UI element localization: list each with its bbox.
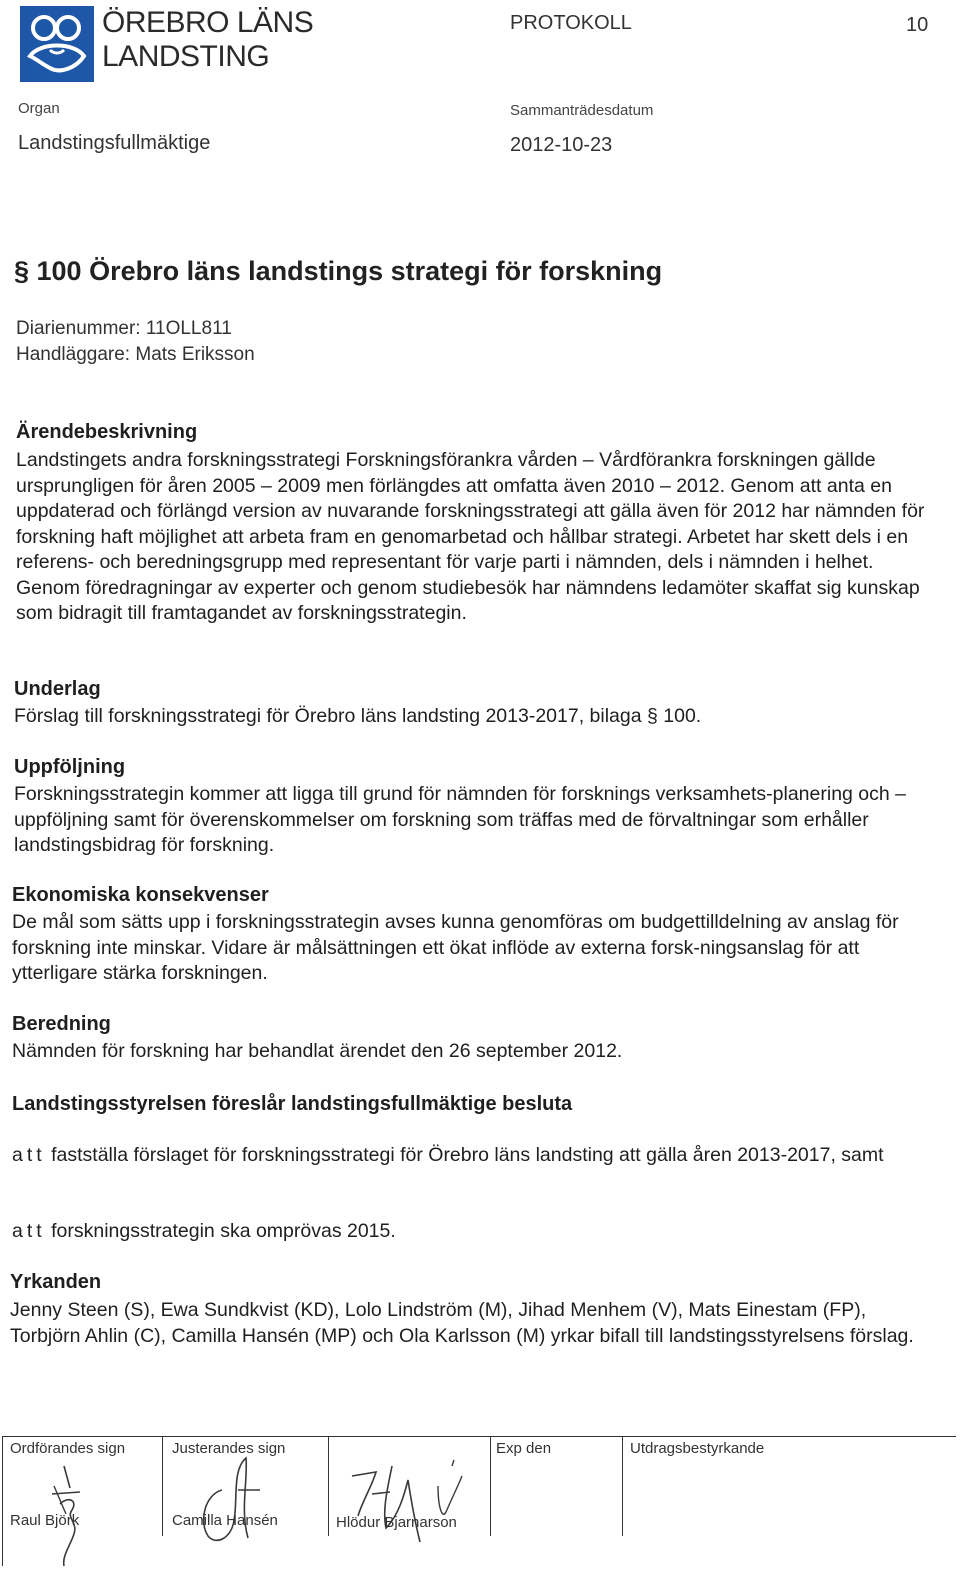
heading-underlag: Underlag: [14, 678, 101, 700]
logo-line-1: ÖREBRO LÄNS: [102, 6, 314, 39]
table-divider: [490, 1436, 491, 1536]
page-title: § 100 Örebro läns landstings strategi för forskning: [14, 256, 663, 286]
ordforande-name: Raul Björk: [10, 1512, 80, 1529]
att-word: att: [12, 1144, 46, 1166]
heading-yrkanden: Yrkanden: [10, 1271, 102, 1293]
att-clause-1: [12, 1143, 892, 1169]
heading-arendebeskrivning: Ärendebeskrivning: [16, 421, 198, 443]
text-uppfoljning: Forskningsstrategin kommer att ligga till grund för nämnden för forsknings verksamhets-planering och – uppföljning samt för överenskommelser om forskning som träffas med de förvaltningar som erhåller landstingsbidrag för forskning.: [14, 783, 907, 856]
utdragsbestyrkande-label: Utdragsbestyrkande: [630, 1440, 765, 1457]
table-divider: [162, 1436, 163, 1536]
heading-uppfoljning: Uppföljning: [14, 756, 126, 778]
landsting-logo-icon: [20, 6, 94, 82]
heading-forslag: Landstingsstyrelsen föreslår landstingsfullmäktige besluta: [12, 1093, 573, 1115]
heading-ekonomiska: Ekonomiska konsekvenser: [12, 884, 269, 906]
logo-line-2: LANDSTING: [102, 40, 270, 73]
organ-label: Organ: [18, 100, 60, 117]
text-beredning: Nämnden för forskning har behandlat ärendet den 26 september 2012.: [12, 1040, 623, 1062]
page-number: 10: [906, 14, 929, 36]
table-top-line: [2, 1436, 956, 1437]
justerande-2-name: Hlödur Bjarnarson: [336, 1514, 457, 1531]
heading-beredning: Beredning: [12, 1013, 111, 1035]
exp-den-label: Exp den: [496, 1440, 552, 1457]
text-ekonomiska: De mål som sätts upp i forskningsstrategin avses kunna genomföras om budgettilldelning av anslag för forskning inte minskar. Vidare är målsättningen ett ökat inflöde av externa forsk-ningsanslag för att ytterligare stärka forskningen.: [12, 911, 899, 984]
signature-justerande-2: [342, 1446, 472, 1546]
date-value: 2012-10-23: [510, 134, 613, 156]
text-yrkanden: Jenny Steen (S), Ewa Sundkvist (KD), Lolo Lindström (M), Jihad Menhem (V), Mats Einestam (FP), Torbjörn Ahlin (C), Camilla Hansén (MP) och Ola Karlsson (M) yrkar bifall till landstingsstyrelsens förslag.: [10, 1299, 914, 1347]
att-clause-2: [12, 1219, 892, 1245]
signature-justerande-1: [188, 1450, 268, 1546]
ordforande-sign-label: Ordförandes sign: [10, 1440, 126, 1457]
text-arendebeskrivning: Landstingets andra forskningsstrategi Forskningsförankra vården – Vårdförankra forskningen gällde ursprungligen för åren 2005 – 2009 men förlängdes att omfatta även 2010 – 2012. Genom att anta en uppdaterad och förlängd version av nuvarande forskningsstrategi att gälla även för 2012 har nämnden för forskning haft möjlighet att arbeta fram en genomarbetad och hållbar strategi. Arbetet har skett dels i en referens- och beredningsgrupp med representant för varje parti i nämnden, dels i nämnden i helhet. Genom föredragningar av experter och genom studiebesök har nämndens ledamöter skaffat sig kunskap som bidragit till framtagandet av forskningsstrategin.: [16, 449, 925, 624]
text-underlag: Förslag till forskningsstrategi för Örebro läns landsting 2013-2017, bilaga § 100.: [14, 705, 702, 727]
table-divider: [622, 1436, 623, 1536]
document-type: PROTOKOLL: [510, 12, 632, 34]
justerandes-sign-label: Justerandes sign: [172, 1440, 286, 1457]
justerande-1-name: Camilla Hansén: [172, 1512, 278, 1529]
diarienummer: Diarienummer: 11OLL811: [16, 318, 232, 339]
att-clause-2-text: forskningsstrategin ska omprövas 2015.: [51, 1220, 396, 1242]
att-clause-1-text: fastställa förslaget för forskningsstrategi för Örebro läns landsting att gälla åren 2013-2017, samt: [51, 1144, 884, 1166]
table-divider: [328, 1436, 329, 1536]
organ-value: Landstingsfullmäktige: [18, 132, 211, 154]
logo-wordmark: [102, 6, 313, 74]
signature-table: [2, 1432, 956, 1572]
att-word: att: [12, 1220, 46, 1242]
table-divider: [2, 1436, 3, 1566]
date-label: Sammanträdesdatum: [510, 102, 654, 119]
handlaggare: Handläggare: Mats Eriksson: [16, 344, 255, 365]
